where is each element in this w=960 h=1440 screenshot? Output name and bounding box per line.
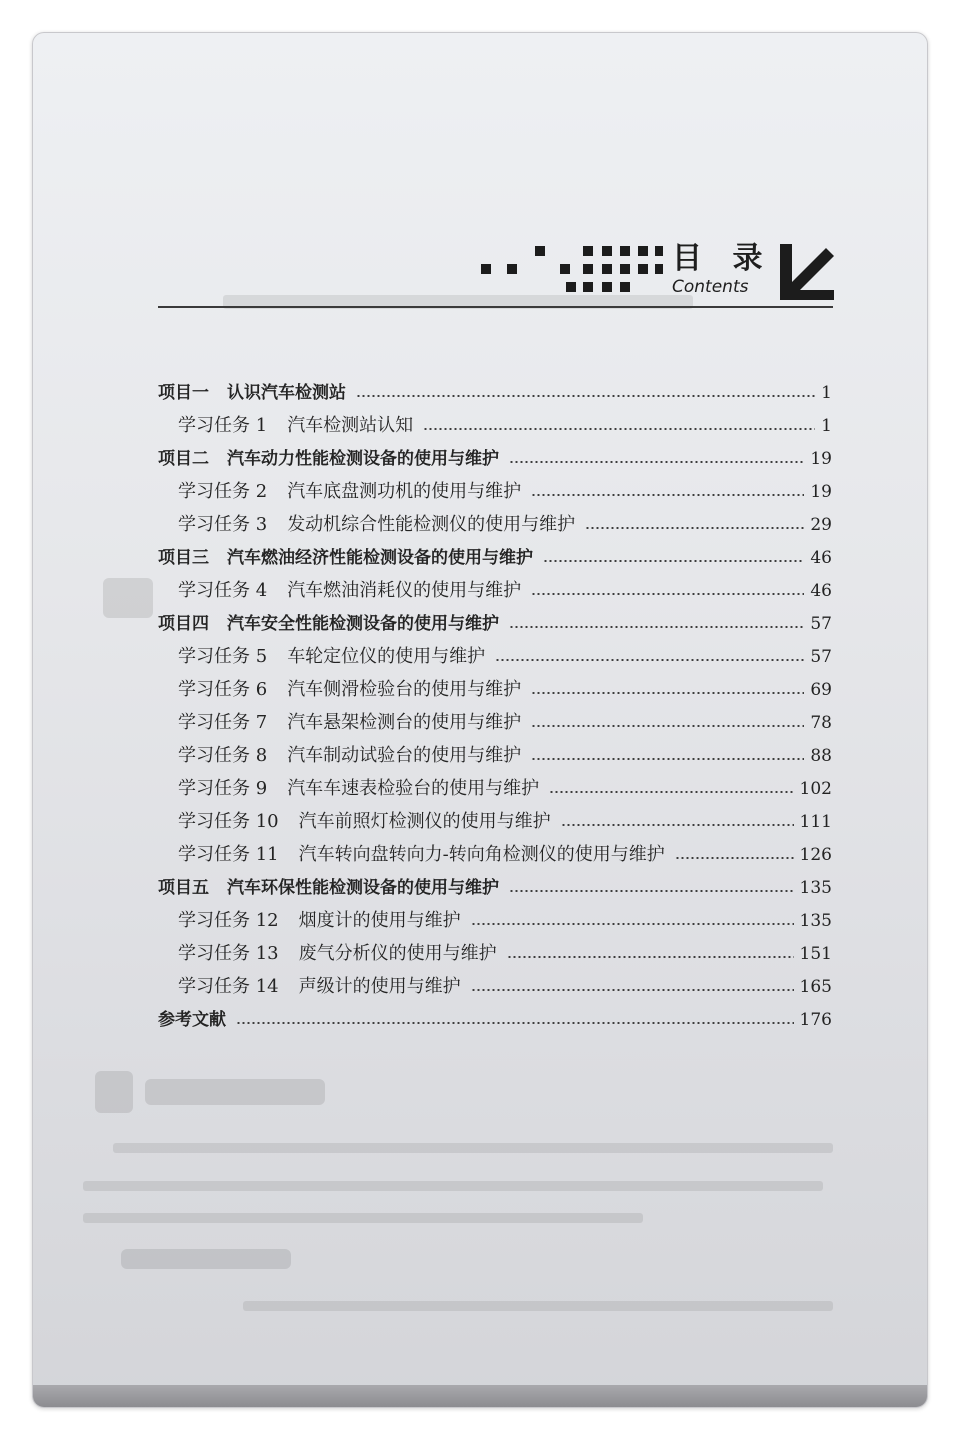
toc-entry-title: 汽车悬架检测台的使用与维护: [287, 712, 522, 733]
toc-entry-label: 学习任务 14: [178, 976, 279, 997]
toc-dot-leader: [531, 692, 804, 694]
toc-dot-leader: [509, 461, 804, 463]
toc-entry: [158, 1007, 832, 1033]
toc-dot-leader: [549, 791, 793, 793]
toc-entry-page: 88: [810, 746, 832, 766]
toc-entry: [178, 743, 832, 769]
toc-entry-page: 46: [810, 581, 832, 601]
toc-entry-title: 烟度计的使用与维护: [298, 910, 461, 931]
toc-entry-title: 汽车转向盘转向力-转向角检测仪的使用与维护: [298, 844, 665, 865]
toc-entry-label: 学习任务 13: [178, 943, 279, 964]
toc-entry-label: 项目二: [158, 449, 209, 469]
toc-dot-leader: [471, 923, 794, 925]
toc-entry: [158, 446, 832, 472]
toc-dot-leader: [509, 626, 804, 628]
toc-entry-page: 126: [799, 845, 832, 865]
toc-entry-label: 参考文献: [158, 1010, 226, 1030]
toc-entry-label: 学习任务 7: [178, 712, 268, 733]
toc-entry-title: 认识汽车检测站: [227, 383, 346, 403]
header-rule: [158, 306, 833, 308]
toc-dot-leader: [471, 989, 794, 991]
toc-entry-label: 学习任务 10: [178, 811, 279, 832]
toc-entry-label: 项目五: [158, 878, 209, 898]
toc-entry-title: 发动机综合性能检测仪的使用与维护: [287, 514, 576, 535]
toc-entry-page: 135: [799, 878, 832, 898]
toc-dot-leader: [675, 857, 794, 859]
toc-entry-page: 135: [799, 911, 832, 931]
toc-entry: [178, 809, 832, 835]
toc-entry-title: 汽车制动试验台的使用与维护: [287, 745, 522, 766]
arrow-down-left-icon: [780, 244, 834, 300]
toc-dot-leader: [543, 560, 804, 562]
toc-entry-title: 汽车底盘测功机的使用与维护: [287, 481, 522, 502]
toc-entry-title: 废气分析仪的使用与维护: [298, 943, 497, 964]
toc-entry-page: 57: [810, 647, 832, 667]
toc-entry-page: 151: [799, 944, 832, 964]
toc-entry-title: 汽车车速表检验台的使用与维护: [287, 778, 540, 799]
toc-dot-leader: [531, 494, 804, 496]
page-bottom-edge: [33, 1385, 927, 1407]
toc-entry-title: 汽车动力性能检测设备的使用与维护: [227, 449, 499, 469]
toc-dot-leader: [423, 428, 815, 430]
toc-entry-page: 46: [810, 548, 832, 568]
toc-entry-label: 学习任务 4: [178, 580, 268, 601]
toc-entry-title: 汽车安全性能检测设备的使用与维护: [227, 614, 499, 634]
toc-entry-label: 学习任务 8: [178, 745, 268, 766]
toc-title-english: Contents: [672, 277, 749, 297]
toc-dot-leader: [585, 527, 804, 529]
toc-entry: [178, 644, 832, 670]
toc-dot-leader: [561, 824, 794, 826]
toc-entry-label: 项目三: [158, 548, 209, 568]
toc-entry-page: 176: [799, 1010, 832, 1030]
toc-entry: [178, 479, 832, 505]
toc-entry-label: 学习任务 12: [178, 910, 279, 931]
toc-entry-label: 学习任务 2: [178, 481, 268, 502]
toc-entry-page: 1: [821, 383, 832, 403]
toc-entry: [158, 611, 832, 637]
toc-dot-leader: [507, 956, 794, 958]
toc-entry-page: 69: [810, 680, 832, 700]
toc-entry-title: 汽车前照灯检测仪的使用与维护: [298, 811, 551, 832]
toc-dot-leader: [531, 758, 804, 760]
toc-entry-label: 学习任务 5: [178, 646, 268, 667]
toc-entry-page: 1: [821, 416, 832, 436]
toc-entry: [158, 380, 832, 406]
toc-entry: [178, 974, 832, 1000]
toc-dot-leader: [236, 1022, 794, 1024]
toc-entry: [178, 512, 832, 538]
toc-entry-title: 汽车燃油消耗仪的使用与维护: [287, 580, 522, 601]
toc-entry: [178, 842, 832, 868]
toc-entry-page: 57: [810, 614, 832, 634]
toc-entry-label: 项目四: [158, 614, 209, 634]
toc-entry-title: 车轮定位仪的使用与维护: [287, 646, 486, 667]
toc-entry: [178, 776, 832, 802]
toc-entry-page: 29: [810, 515, 832, 535]
toc-entry-page: 102: [799, 779, 832, 799]
toc-entry-label: 项目一: [158, 383, 209, 403]
toc-entry-title: 汽车燃油经济性能检测设备的使用与维护: [227, 548, 533, 568]
toc-dot-leader: [509, 890, 794, 892]
toc-entry: [178, 413, 832, 439]
toc-dot-leader: [495, 659, 804, 661]
toc-entry-page: 165: [799, 977, 832, 997]
toc-entry-label: 学习任务 11: [178, 844, 279, 865]
toc-entry-page: 78: [810, 713, 832, 733]
toc-entry-title: 汽车环保性能检测设备的使用与维护: [227, 878, 499, 898]
toc-entry: [178, 908, 832, 934]
toc-entry-title: 汽车检测站认知: [287, 415, 414, 436]
toc-entry-page: 111: [799, 812, 832, 832]
toc-entry-label: 学习任务 1: [178, 415, 268, 436]
toc-entry: [178, 578, 832, 604]
toc-entry-page: 19: [810, 449, 832, 469]
toc-title: 目 录: [672, 241, 773, 276]
toc-entry-label: 学习任务 9: [178, 778, 268, 799]
toc-dot-leader: [356, 395, 815, 397]
toc-entry-page: 19: [810, 482, 832, 502]
toc-entry-label: 学习任务 6: [178, 679, 268, 700]
toc-entry: [178, 677, 832, 703]
toc-entry: [178, 941, 832, 967]
toc-dot-leader: [531, 725, 804, 727]
toc-entry: [158, 545, 832, 571]
toc-dot-leader: [531, 593, 804, 595]
toc-entry-title: 声级计的使用与维护: [298, 976, 461, 997]
toc-entry: [158, 875, 832, 901]
toc-entry: [178, 710, 832, 736]
toc-entry-title: 汽车侧滑检验台的使用与维护: [287, 679, 522, 700]
toc-entry-label: 学习任务 3: [178, 514, 268, 535]
